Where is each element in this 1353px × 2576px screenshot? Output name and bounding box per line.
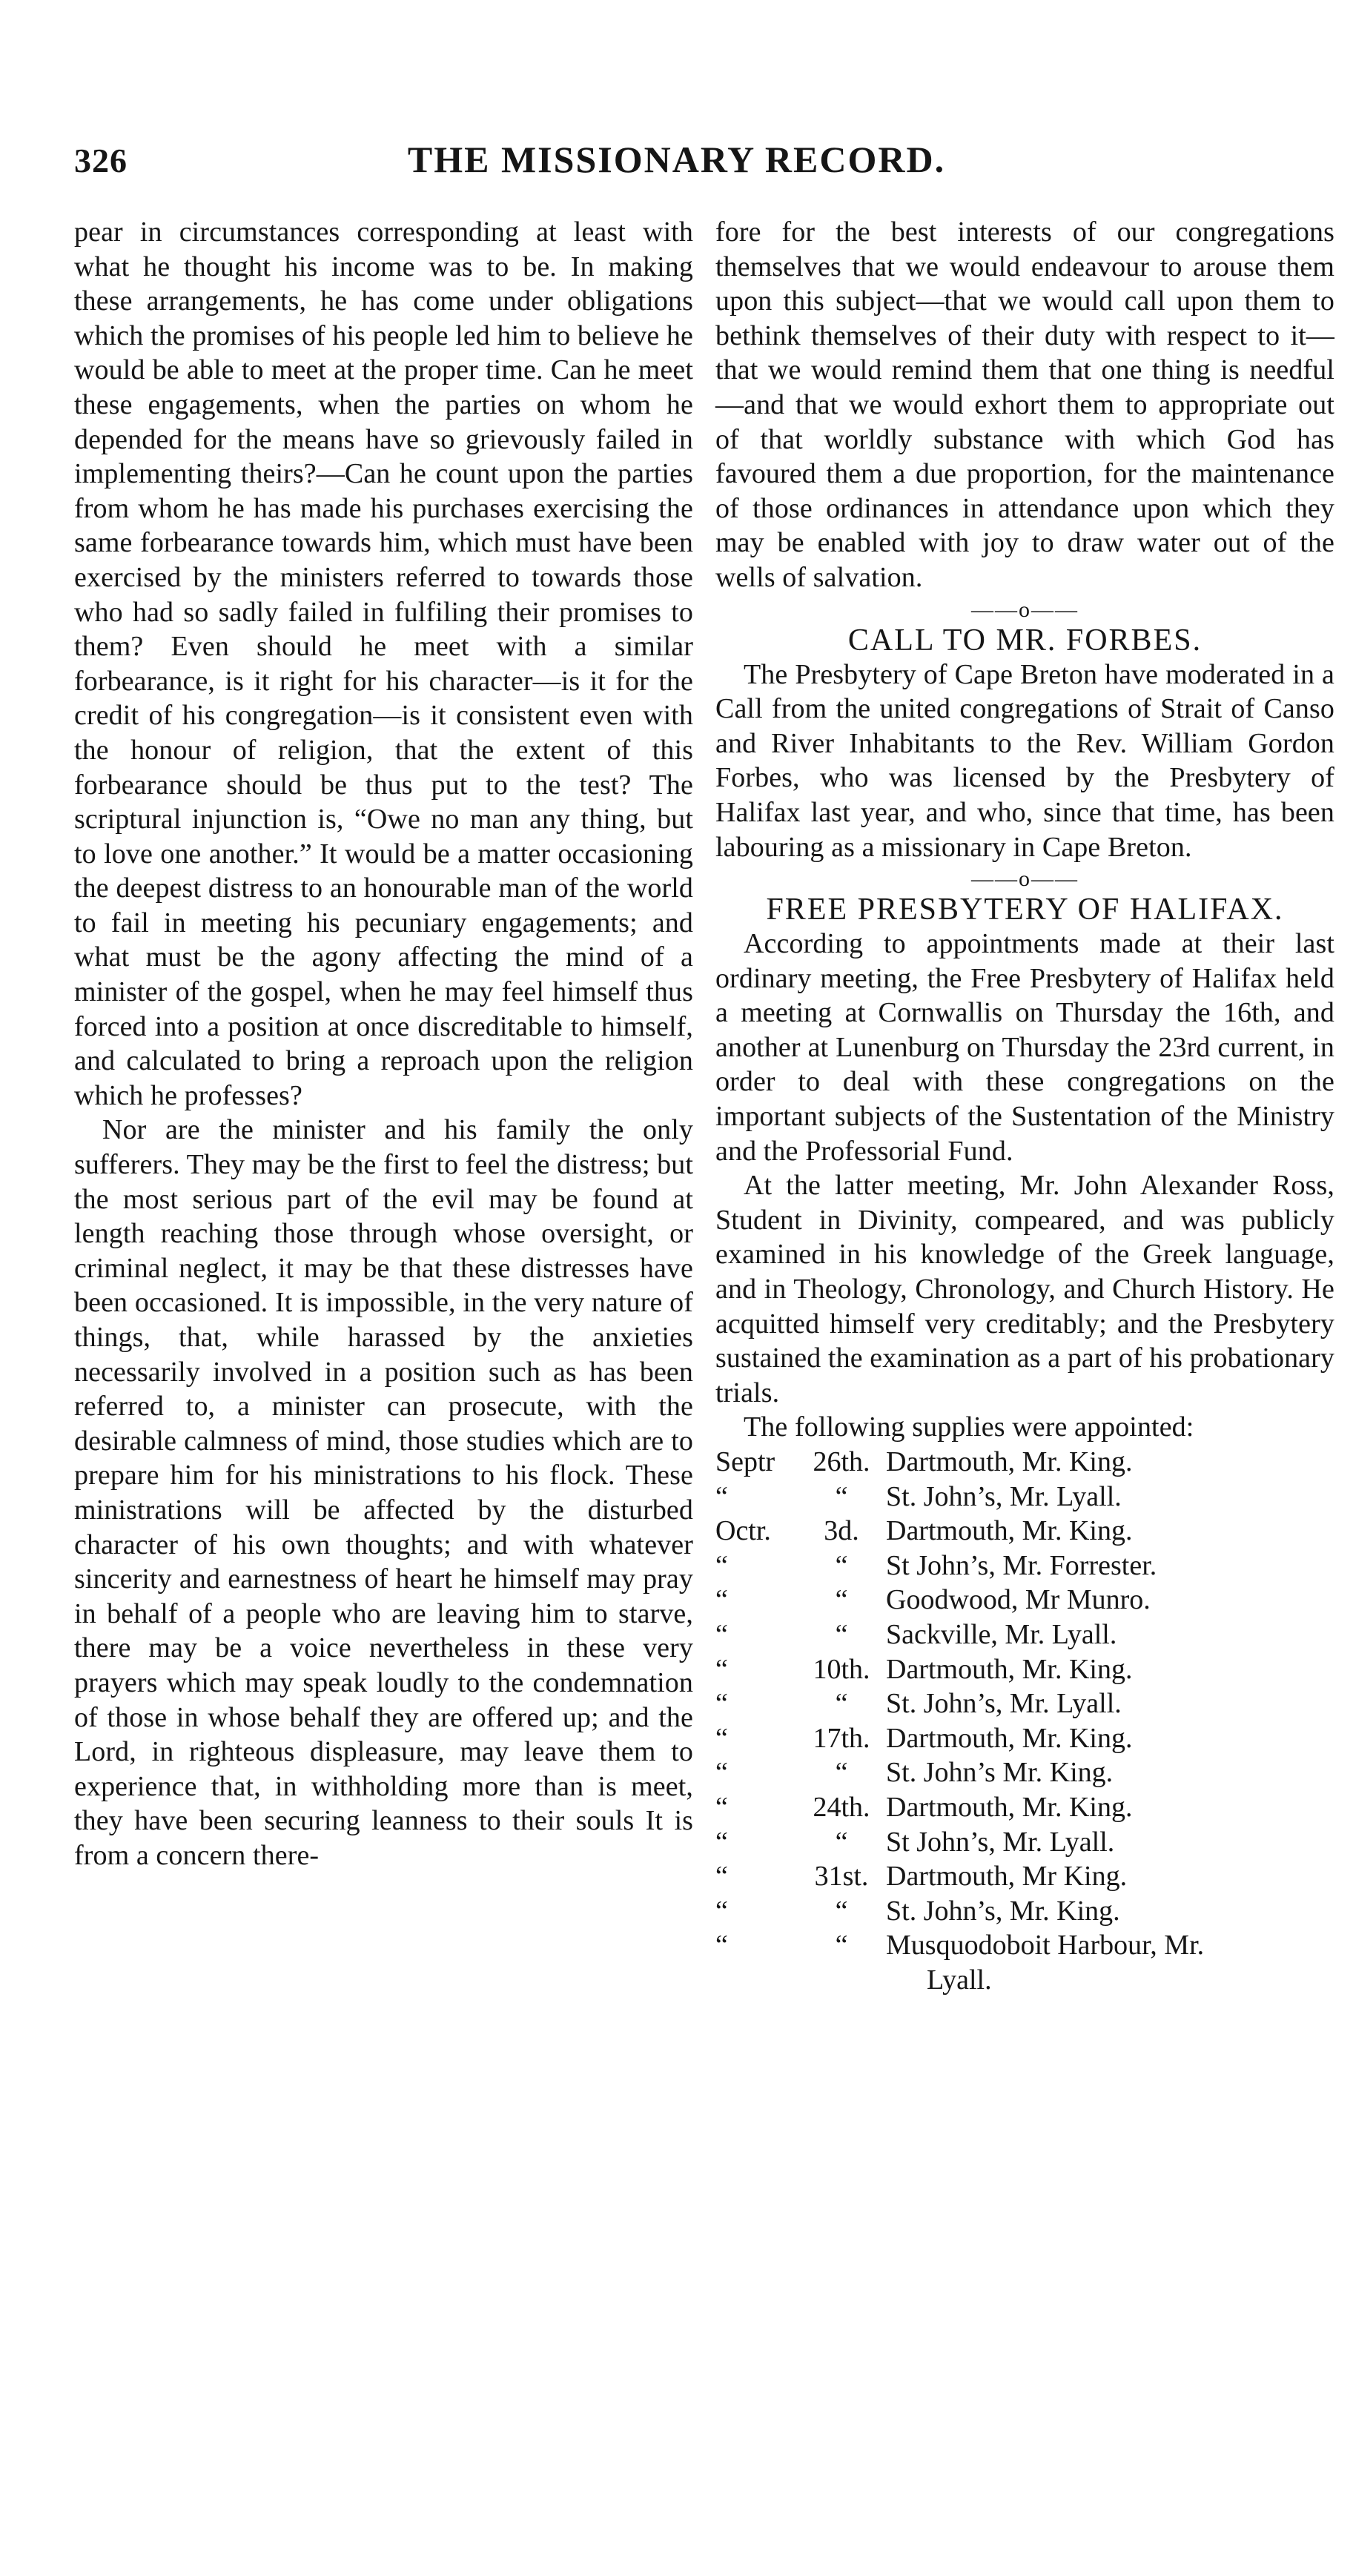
supply-row — [715, 1894, 1334, 1929]
supply-row — [715, 1514, 1334, 1549]
supply-month: Septr — [715, 1446, 775, 1477]
supply-row — [715, 1445, 1334, 1480]
supply-row — [715, 1859, 1334, 1894]
supply-month: Octr. — [715, 1515, 771, 1547]
supply-month: “ — [715, 1549, 728, 1581]
supply-row — [715, 1480, 1334, 1514]
supply-day: 17th. — [813, 1722, 870, 1754]
section-separator: ——o—— — [971, 597, 1079, 622]
supply-row — [715, 1618, 1334, 1652]
supply-text: St. John’s, Mr. Lyall. — [886, 1688, 1122, 1720]
supply-month: “ — [715, 1930, 728, 1961]
supply-day: “ — [835, 1895, 848, 1927]
supply-text: Dartmouth, Mr King. — [886, 1861, 1128, 1893]
supply-month: “ — [715, 1895, 728, 1927]
supply-day: 24th. — [813, 1791, 870, 1823]
supply-day: “ — [835, 1584, 848, 1616]
supply-month: “ — [715, 1688, 728, 1720]
supply-text: Dartmouth, Mr. King. — [886, 1791, 1133, 1823]
supply-month: “ — [715, 1861, 728, 1893]
running-head: THE MISSIONARY RECORD. — [407, 139, 946, 180]
article-paragraph: Nor are the minister and his family the only sufferers. They may be the first to feel the distress; but the most serious part of the evil may be found at length reaching those through whose oversight, or criminal neglect, it may be that these distresses have been occasioned. It is impossible, in the very nature of things, that, while harassed by the anxieties necessarily involved in a position such as has been referred to, a minister can prosecute, with the desirable calmness of mind, those studies which are to prepare him for his ministrations to his flock. These ministrations will be affected by the disturbed character of his own thoughts; and with whatever sincerity and earnestness of heart he himself may pray in behalf of a people who are leaving him to starve, there may be a voice nevertheless in these very prayers which may speak loudly to the condemnation of those in whose behalf they are offered up; and the Lord, in righteous displeasure, may leave them to experience that, in withholding more than is meet, they have been securing leanness to their souls It is from a concern there- — [74, 1114, 693, 1871]
supply-text: St John’s, Mr. Lyall. — [886, 1826, 1115, 1858]
section-separator: ——o—— — [971, 867, 1079, 892]
supply-month: “ — [715, 1757, 728, 1789]
page-number: 326 — [74, 142, 128, 179]
supply-day: “ — [835, 1757, 848, 1789]
supply-text: Musquodoboit Harbour, Mr. — [886, 1930, 1205, 1961]
call-paragraph: The Presbytery of Cape Breton have moderated in a Call from the united congregations of Strait of Canso and River Inhabitants to the Rev. William Gordon Forbes, who was licensed by the Presbytery of Halifax last year, and who, since that time, has been labouring as a missionary in Cape Breton. — [715, 658, 1334, 863]
supply-row — [715, 1790, 1334, 1825]
supplies-list — [715, 1445, 1334, 1998]
supply-month: “ — [715, 1653, 728, 1685]
supply-text: St. John’s, Mr. Lyall. — [886, 1480, 1122, 1512]
supply-day: 3d. — [824, 1515, 859, 1547]
supply-text: Dartmouth, Mr. King. — [886, 1722, 1133, 1754]
supply-month: “ — [715, 1722, 728, 1754]
supply-month: “ — [715, 1480, 728, 1512]
supply-day: 26th. — [813, 1446, 870, 1477]
supply-month: “ — [715, 1618, 728, 1650]
supply-day: “ — [835, 1688, 848, 1720]
supply-continuation: Lyall. — [927, 1964, 992, 1996]
supplies-intro: The following supplies were appointed: — [744, 1411, 1194, 1443]
article-paragraph: At the latter meeting, Mr. John Alexander Ross, Student in Divinity, compeared, and was publicly examined in his knowledge of the Greek language, and in Theology, Chronology, and Church History. He acquitted himself very creditably; and the Presbytery sustained the examination as a part of his probationary trials. — [715, 1170, 1334, 1408]
article-paragraph: According to appointments made at their last ordinary meeting, the Free Presbytery of Halifax held a meeting at Cornwallis on Thursday the 16th, and another at Lunenburg on Thursday the 23rd current, in order to deal with these congregations on the important subjects of the Sustentation of the Ministry and the Professorial Fund. — [715, 928, 1334, 1167]
free-presbytery-heading: FREE PRESBYTERY OF HALIFAX. — [766, 893, 1284, 927]
supply-day: “ — [835, 1549, 848, 1581]
supply-text: Dartmouth, Mr. King. — [886, 1515, 1133, 1547]
supply-day: “ — [835, 1930, 848, 1961]
supply-text: St. John’s, Mr. King. — [886, 1895, 1120, 1927]
left-column — [74, 215, 693, 1873]
supply-row — [715, 1825, 1334, 1860]
supply-text: Goodwood, Mr Munro. — [886, 1584, 1151, 1616]
supply-text: St. John’s Mr. King. — [886, 1757, 1114, 1789]
call-heading: CALL TO MR. FORBES. — [847, 623, 1203, 658]
supply-text: Sackville, Mr. Lyall. — [886, 1618, 1117, 1650]
supply-row — [715, 1549, 1334, 1583]
supply-text: Dartmouth, Mr. King. — [886, 1653, 1133, 1685]
supply-day: “ — [835, 1480, 848, 1512]
supply-row — [715, 1928, 1334, 1963]
supply-day: 31st. — [814, 1861, 869, 1893]
supply-row — [715, 1755, 1334, 1790]
supply-day: 10th. — [813, 1653, 870, 1685]
supply-month: “ — [715, 1791, 728, 1823]
article-paragraph: pear in circumstances corresponding at least with what he thought his income was to be. In making these arrangements, he has come under obligations which the promises of his people led him to believe he would be able to meet at the proper time. Can he meet these engagements, when the parties on whom he depended for the means have so grievously failed in implementing theirs?—Can he count upon the parties from whom he has made his purchases exercising the same forbearance towards him, which must have been exercised by the ministers referred to towards those who had so sadly failed in fulfiling their promises to them? Even should he meet with a similar forbearance, is it right for his character—is it for the credit of his congregation—is it consistent even with the honour of religion, that the extent of this forbearance should be thus put to the test? The scriptural injunction is, “Owe no man any thing, but to love one another.” It would be a matter occasioning the deepest distress to an honourable man of the world to fail in meeting his pecuniary engagements; and what must be the agony affecting the mind of a minister of the gospel, when he may feel himself thus forced into a position at once discreditable to himself, and calculated to bring a reproach upon the religion which he professes? — [74, 216, 693, 1111]
supply-month: “ — [715, 1584, 728, 1616]
supply-month: “ — [715, 1826, 728, 1858]
supply-text: St John’s, Mr. Forrester. — [886, 1549, 1157, 1581]
supply-day: “ — [835, 1826, 848, 1858]
right-column — [715, 215, 1334, 1998]
supply-row — [715, 1583, 1334, 1618]
article-paragraph: fore for the best interests of our congregations themselves that we would endeavour to arouse them upon this subject—that we would call upon them to bethink themselves of their duty with respect to it—that we would remind them that one thing is needful—and that we would exhort them to appropriate out of that worldly substance with which God has favoured them a due proportion, for the maintenance of those ordinances in attendance upon which they may be enabled with joy to draw water out of the wells of salvation. — [715, 216, 1334, 593]
supply-row — [715, 1721, 1334, 1756]
supply-text: Dartmouth, Mr. King. — [886, 1446, 1133, 1477]
supply-day: “ — [835, 1618, 848, 1650]
supply-row — [715, 1686, 1334, 1721]
supply-row — [715, 1652, 1334, 1687]
